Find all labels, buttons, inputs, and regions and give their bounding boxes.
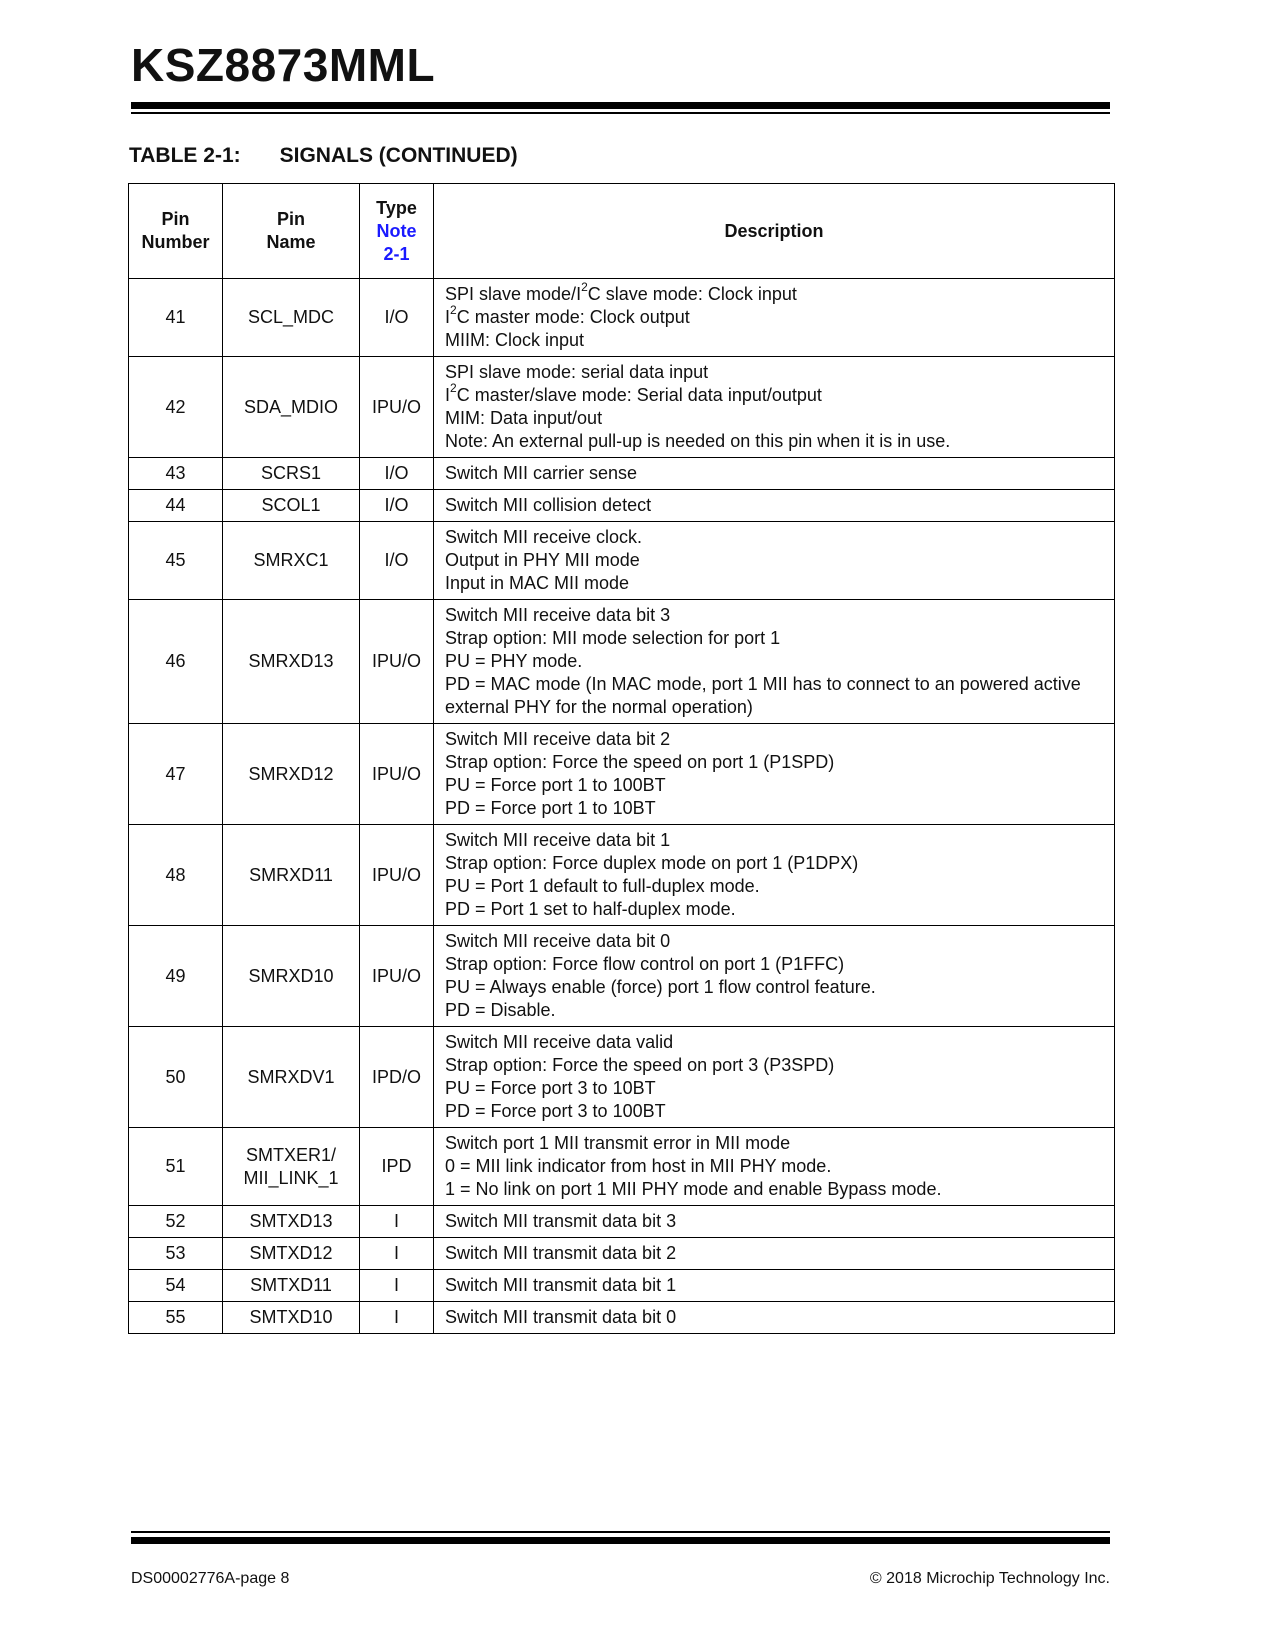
pin-number-cell: 50 [129, 1027, 223, 1128]
table-row [129, 1027, 1115, 1128]
description-line: Switch MII transmit data bit 0 [445, 1307, 677, 1327]
description-line: PD = Force port 1 to 10BT [445, 798, 656, 818]
header-description: Description [434, 184, 1115, 279]
table-caption [129, 142, 518, 170]
description-cell [434, 1128, 1115, 1206]
pin-name-cell: SCL_MDC [223, 279, 360, 357]
description-line: MIM: Data input/out [445, 408, 603, 428]
pin-name-cell: SMRXDV1 [223, 1027, 360, 1128]
description-line: $I^2C$ master mode: Clock output [445, 303, 690, 327]
pin-type-cell: I/O [360, 458, 434, 490]
pin-type-cell: I/O [360, 490, 434, 522]
description-cell [434, 1270, 1115, 1302]
pin-type-cell: I [360, 1238, 434, 1270]
description-line: Switch MII transmit data bit 3 [445, 1211, 677, 1231]
pin-name-cell: SMRXD10 [223, 926, 360, 1027]
pin-number-cell: 49 [129, 926, 223, 1027]
pin-name-cell: SMTXD12 [223, 1238, 360, 1270]
pin-name-cell: SCRS1 [223, 458, 360, 490]
description-line: Switch MII transmit data bit 2 [445, 1243, 677, 1263]
description-cell [434, 1206, 1115, 1238]
header-pin-number: Pin Number [129, 184, 223, 279]
header-type: Type Note 2-1 [360, 184, 434, 279]
description-line: $I^2C$ master/slave mode: Serial data input/output [445, 381, 822, 405]
description-cell [434, 279, 1115, 357]
table-row [129, 825, 1115, 926]
pin-number-cell: 48 [129, 825, 223, 926]
description-line: PU = Always enable (force) port 1 flow control feature. [445, 977, 876, 997]
pin-number-cell: 52 [129, 1206, 223, 1238]
table-row [129, 522, 1115, 600]
description-line: Switch MII receive data bit 0 [445, 931, 671, 951]
description-line: Switch MII transmit data bit 1 [445, 1275, 677, 1295]
pin-number-cell: 47 [129, 724, 223, 825]
pin-name-cell: SCOL1 [223, 490, 360, 522]
pin-type-cell: I/O [360, 522, 434, 600]
pin-number-cell: 51 [129, 1128, 223, 1206]
description-line: Switch MII collision detect [445, 495, 652, 515]
header-rule-thick [131, 102, 1110, 109]
description-line: Output in PHY MII mode [445, 550, 640, 570]
pin-type-cell: IPU/O [360, 724, 434, 825]
table-row [129, 926, 1115, 1027]
table-row [129, 357, 1115, 458]
pin-number-cell: 42 [129, 357, 223, 458]
table-header-row [129, 184, 1115, 279]
header-rule-thin [131, 112, 1110, 114]
footer-rule-thin [131, 1531, 1110, 1533]
description-line: MIIM: Clock input [445, 330, 585, 350]
description-line: Switch MII receive data valid [445, 1032, 674, 1052]
description-cell [434, 1302, 1115, 1334]
pin-number-cell: 55 [129, 1302, 223, 1334]
table-row [129, 279, 1115, 357]
description-cell [434, 1238, 1115, 1270]
pin-type-cell: I [360, 1270, 434, 1302]
pin-number-cell: 43 [129, 458, 223, 490]
table-row [129, 1128, 1115, 1206]
note-2-1-link[interactable]: Note 2-1 [376, 220, 417, 264]
description-line: Strap option: Force the speed on port 3 (P3SPD) [445, 1055, 835, 1075]
description-cell [434, 522, 1115, 600]
pin-number-cell: 54 [129, 1270, 223, 1302]
pin-name-cell: SMRXD13 [223, 600, 360, 724]
footer-rule-thick [131, 1537, 1110, 1544]
pin-type-cell: I [360, 1206, 434, 1238]
pin-name-cell: SMTXER1/ MII_LINK_1 [223, 1128, 360, 1206]
pin-number-cell: 41 [129, 279, 223, 357]
description-line: PU = Force port 3 to 10BT [445, 1078, 656, 1098]
description-line: Strap option: MII mode selection for port 1 [445, 628, 781, 648]
description-line: PD = MAC mode (In MAC mode, port 1 MII has to connect to an powered active external PHY for the normal operation) [445, 674, 1081, 717]
table-row [129, 490, 1115, 522]
table-row [129, 1270, 1115, 1302]
pin-type-cell: IPD/O [360, 1027, 434, 1128]
footer-doc-number: DS00002776A-page 8 [131, 1570, 290, 1587]
table-row [129, 1206, 1115, 1238]
pin-type-cell: IPD [360, 1128, 434, 1206]
description-line: Strap option: Force the speed on port 1 (P1SPD) [445, 752, 835, 772]
pin-type-cell: IPU/O [360, 825, 434, 926]
description-line: SPI slave mode/$I^2C$ slave mode: Clock input [445, 280, 797, 304]
description-line: PU = Force port 1 to 100BT [445, 775, 666, 795]
description-line: Note: An external pull-up is needed on this pin when it is in use. [445, 431, 951, 451]
table-row [129, 458, 1115, 490]
table-row [129, 600, 1115, 724]
description-cell [434, 926, 1115, 1027]
description-line: Strap option: Force flow control on port 1 (P1FFC) [445, 954, 845, 974]
pin-number-cell: 46 [129, 600, 223, 724]
description-cell [434, 490, 1115, 522]
description-line: Switch MII receive data bit 2 [445, 729, 671, 749]
document-title: KSZ8873MML [131, 39, 436, 91]
table-row [129, 1238, 1115, 1270]
pin-number-cell: 44 [129, 490, 223, 522]
pin-type-cell: I/O [360, 279, 434, 357]
table-title: SIGNALS (CONTINUED) [279, 144, 518, 167]
pin-type-cell: IPU/O [360, 357, 434, 458]
pin-type-cell: I [360, 1302, 434, 1334]
description-cell [434, 357, 1115, 458]
description-line: SPI slave mode: serial data input [445, 362, 709, 382]
pin-type-cell: IPU/O [360, 600, 434, 724]
signals-table [128, 183, 1115, 1334]
description-cell [434, 1027, 1115, 1128]
footer-copyright: © 2018 Microchip Technology Inc. [869, 1570, 1110, 1587]
table-body [129, 279, 1115, 1334]
table-label: TABLE 2-1: [129, 144, 241, 167]
description-line: PD = Force port 3 to 100BT [445, 1101, 666, 1121]
header-pin-name: Pin Name [223, 184, 360, 279]
pin-type-cell: IPU/O [360, 926, 434, 1027]
description-cell [434, 825, 1115, 926]
description-line: Switch MII receive data bit 1 [445, 830, 671, 850]
description-line: PU = Port 1 default to full-duplex mode. [445, 876, 760, 896]
description-line: PD = Disable. [445, 1000, 556, 1020]
pin-name-cell: SMTXD13 [223, 1206, 360, 1238]
description-line: 1 = No link on port 1 MII PHY mode and enable Bypass mode. [445, 1179, 942, 1199]
pin-name-cell: SMRXD12 [223, 724, 360, 825]
description-line: Switch MII receive data bit 3 [445, 605, 671, 625]
description-line: Switch MII receive clock. [445, 527, 643, 547]
description-line: Strap option: Force duplex mode on port 1 (P1DPX) [445, 853, 859, 873]
pin-number-cell: 45 [129, 522, 223, 600]
table-row [129, 724, 1115, 825]
pin-name-cell: SMTXD11 [223, 1270, 360, 1302]
table-row [129, 1302, 1115, 1334]
description-cell [434, 600, 1115, 724]
description-line: Switch MII carrier sense [445, 463, 638, 483]
pin-name-cell: SMRXC1 [223, 522, 360, 600]
description-line: 0 = MII link indicator from host in MII PHY mode. [445, 1156, 832, 1176]
pin-name-cell: SMTXD10 [223, 1302, 360, 1334]
description-line: PD = Port 1 set to half-duplex mode. [445, 899, 736, 919]
description-cell [434, 724, 1115, 825]
description-cell [434, 458, 1115, 490]
pin-name-cell: SDA_MDIO [223, 357, 360, 458]
pin-number-cell: 53 [129, 1238, 223, 1270]
description-line: PU = PHY mode. [445, 651, 583, 671]
pin-name-cell: SMRXD11 [223, 825, 360, 926]
description-line: Switch port 1 MII transmit error in MII mode [445, 1133, 791, 1153]
description-line: Input in MAC MII mode [445, 573, 630, 593]
